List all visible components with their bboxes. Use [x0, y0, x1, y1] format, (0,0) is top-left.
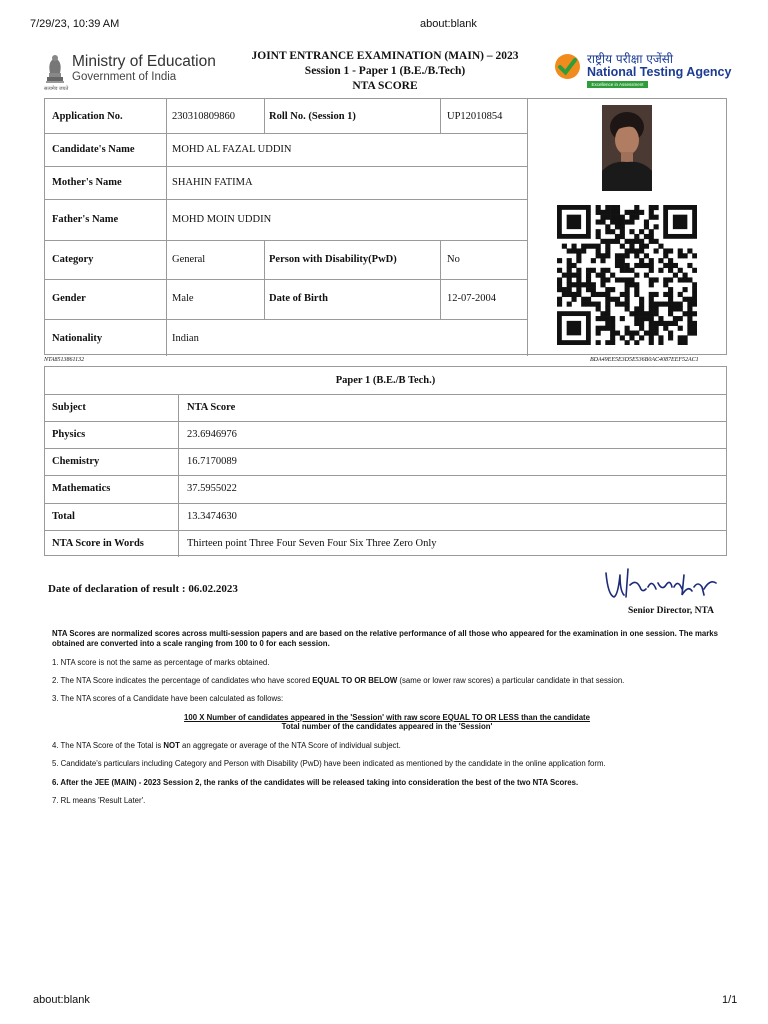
subject-total: Total — [52, 511, 75, 522]
label-roll-no: Roll No. (Session 1) — [269, 111, 356, 122]
label-candidate-name: Candidate's Name — [52, 144, 135, 155]
note-3: 3. The NTA scores of a Candidate have been calculated as follows: — [52, 694, 284, 703]
value-application-no: 230310809860 — [172, 111, 235, 122]
session-paper: Session 1 - Paper 1 (B.E./B.Tech) — [304, 65, 466, 77]
nta-check-icon — [554, 53, 581, 80]
formula-denominator: Total number of the candidates appeared in the 'Session' — [281, 722, 493, 731]
score-chemistry: 16.7170089 — [187, 456, 237, 467]
formula-numerator-text: 100 X Number of candidates appeared in the 'Session' with raw score EQUAL TO OR LESS than the candidate — [184, 713, 590, 722]
label-mother-name: Mother's Name — [52, 177, 122, 188]
value-dob: 12-07-2004 — [447, 293, 496, 304]
candidate-photo — [602, 105, 652, 191]
label-nationality: Nationality — [52, 333, 103, 344]
note-5: 5. Candidate's particulars including Category and Person with Disability (PwD) have been indicated as mentioned by the candidate in the online application form. — [52, 759, 606, 768]
header-subject: Subject — [52, 402, 86, 413]
subject-chemistry: Chemistry — [52, 456, 100, 467]
notes-intro: NTA Scores are normalized scores across multi-session papers and are based on the relative performance of all those who appeared for the examination in one session. The marks obtained are converted into a scale ranging from 100 to 0 for each session. — [52, 629, 718, 648]
paper-title: Paper 1 (B.E./B Tech.) — [335, 375, 436, 386]
value-mother-name: SHAHIN FATIMA — [172, 177, 253, 188]
scores-table — [44, 366, 727, 556]
score-total: 13.3474630 — [187, 511, 237, 522]
value-pwd: No — [447, 254, 460, 265]
note-2 — [52, 676, 722, 686]
nta-tagline: Excellence in Assessment — [587, 81, 648, 88]
value-gender: Male — [172, 293, 194, 304]
note-4 — [52, 741, 722, 751]
label-pwd: Person with Disability(PwD) — [269, 254, 397, 265]
note-7: 7. RL means 'Result Later'. — [52, 796, 146, 805]
value-roll-no: UP12010854 — [447, 111, 503, 122]
subject-mathematics: Mathematics — [52, 483, 111, 494]
nta-name-english: National Testing Agency — [587, 65, 732, 79]
label-father-name: Father's Name — [52, 214, 119, 225]
value-father-name: MOHD MOIN UDDIN — [172, 214, 272, 225]
label-application-no: Application No. — [52, 111, 123, 122]
page-count: 1/1 — [722, 994, 738, 1006]
signature-icon — [600, 565, 720, 605]
note-4-part-a: 4. The NTA Score of the Total is — [52, 741, 164, 750]
label-gender: Gender — [52, 293, 86, 304]
government-name: Government of India — [72, 71, 177, 83]
note-2-part-a: 2. The NTA Score indicates the percentage of candidates who have scored — [52, 676, 313, 685]
print-url-top: about:blank — [420, 18, 477, 30]
code-left: NTA8513861132 — [44, 357, 85, 363]
print-datetime: 7/29/23, 10:39 AM — [30, 18, 120, 30]
label-category: Category — [52, 254, 94, 265]
exam-name: JOINT ENTRANCE EXAMINATION (MAIN) – 2023 — [251, 50, 519, 62]
nta-logo — [554, 50, 734, 90]
value-candidate-name: MOHD AL FAZAL UDDIN — [172, 144, 292, 155]
qr-code-icon — [557, 205, 697, 345]
code-right: BDA49EE5E3D5E536B0AC4087EEF52AC1 — [590, 357, 699, 363]
value-nationality: Indian — [172, 333, 199, 344]
note-1: 1. NTA score is not the same as percentage of marks obtained. — [52, 658, 270, 667]
national-emblem-icon — [44, 52, 66, 86]
score-mathematics: 37.5955022 — [187, 483, 237, 494]
note-6: 6. After the JEE (MAIN) - 2023 Session 2, the ranks of the candidates will be released taking into consideration the best of the two NTA Scores. — [52, 778, 579, 787]
ministry-name: Ministry of Education — [72, 53, 216, 70]
emblem-motto: सत्यमेव जयते — [44, 86, 69, 92]
ministry-logo — [44, 50, 224, 90]
declaration-date: Date of declaration of result : 06.02.2023 — [48, 583, 238, 595]
score-physics: 23.6946976 — [187, 429, 237, 440]
subject-physics: Physics — [52, 429, 86, 440]
nta-name-hindi: राष्ट्रीय परीक्षा एजेंसी — [587, 52, 674, 66]
signatory-title: Senior Director, NTA — [628, 606, 714, 616]
subject-score-in-words: NTA Score in Words — [52, 538, 144, 549]
candidate-details-table — [44, 98, 727, 355]
header-nta-score: NTA Score — [187, 402, 236, 413]
note-2-part-c: (same or lower raw scores) a particular candidate in that session. — [397, 676, 625, 685]
print-url-bottom: about:blank — [33, 994, 90, 1006]
note-4-emphasis: NOT — [163, 741, 180, 750]
score-in-words: Thirteen point Three Four Seven Four Six Three Zero Only — [187, 538, 437, 549]
note-2-emphasis: EQUAL TO OR BELOW — [312, 676, 398, 685]
note-4-part-c: an aggregate or average of the NTA Score of individual subject. — [179, 741, 401, 750]
value-category: General — [172, 254, 206, 265]
document-title — [240, 49, 530, 94]
score-heading: NTA SCORE — [352, 80, 418, 92]
label-dob: Date of Birth — [269, 293, 328, 304]
